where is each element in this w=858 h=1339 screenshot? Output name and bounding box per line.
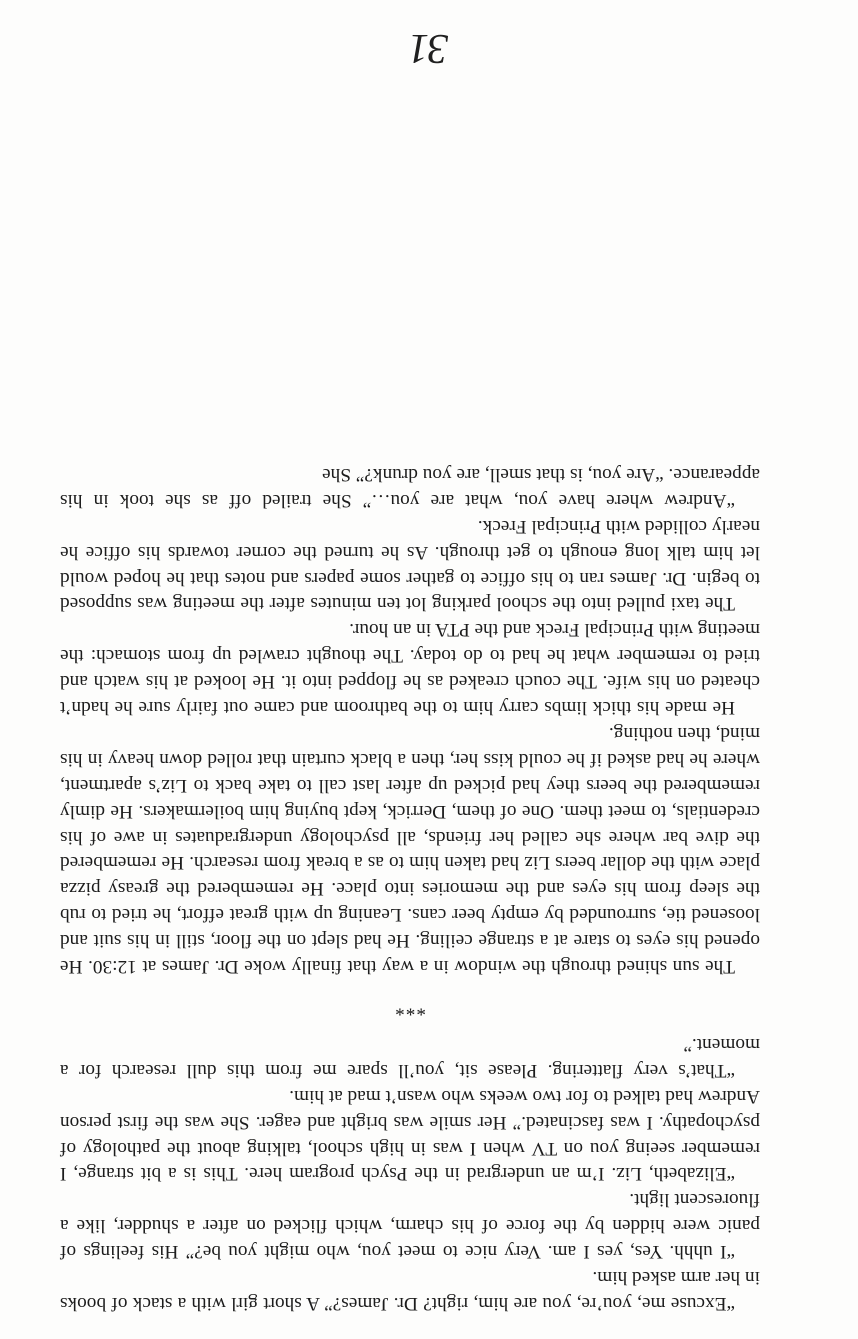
paragraph: The sun shined through the window in a way that finally woke Dr. James at 12:30. He opened his eyes to stare at a strange ceiling. He had slept on the floor, still in his suit and loosened tie, surrounded by empty beer cans. Leaning up with great effort, he tried to rub the sleep from his eyes and the memories into place. He remembered the greasy pizza place with the dollar beers Liz had taken him to as a break from research. He remembered the dive bar where she called her friends, all psychology undergraduates in awe of his credentials, to meet them. One of them, Derrick, kept buying him boilermakers. He dimly remembered the beers they had picked up after last call to take back to Liz’s apartment, where he had asked if he could kiss her, then a black curtain that rolled down heavy in his mind, then nothing. bbox=[60, 722, 760, 978]
paragraph: The taxi pulled into the school parking lot ten minutes after the meeting was supposed to begin. Dr. James ran to his office to gather some papers and notes that he hoped would let him talk long enough to get through. As he turned the corner towards his office he nearly collided with Principal Freck. bbox=[60, 515, 760, 615]
paragraph: “Elizabeth, Liz. I’m an undergrad in the Psych program here. This is a bit strange, I remember seeing you on TV when I was in high school, talking about the pathology of psychopathy. I was fascinated.” Her smile was bright and eager. She was the first person Andrew had talked to for two weeks who wasn’t mad at him. bbox=[60, 1085, 760, 1185]
section-separator: *** bbox=[394, 998, 426, 1020]
paragraph: “Excuse me, you’re, you are him, right? Dr. James?” A short girl with a stack of books in her arm asked him. bbox=[60, 1267, 760, 1314]
paragraph: “That’s very flattering. Please sit, you’ll spare me from this dull research for a moment.” bbox=[60, 1033, 760, 1081]
paragraph: “I uhhh. Yes, yes I am. Very nice to meet you, who might you be?” His feelings of panic were hidden by the force of his charm, which flicked on after a shudder, like a fluorescent light. bbox=[60, 1189, 760, 1263]
body-text bbox=[60, 461, 760, 1316]
paragraph: He made his thick limbs carry him to the bathroom and came out fairly sure he hadn’t cheated on his wife. The couch creaked as he flopped into it. He looked at his watch and tried to remember what he had to do today. The thought crawled up from stomach: the meeting with Principal Freck and the PTA in an hour. bbox=[60, 619, 760, 719]
paragraph: “Andrew where have you, what are you…” She trailed off as she took in his appearance. “Are you, is that smell, are you drunk?” She bbox=[60, 463, 760, 511]
page-number: 31 bbox=[410, 25, 448, 71]
